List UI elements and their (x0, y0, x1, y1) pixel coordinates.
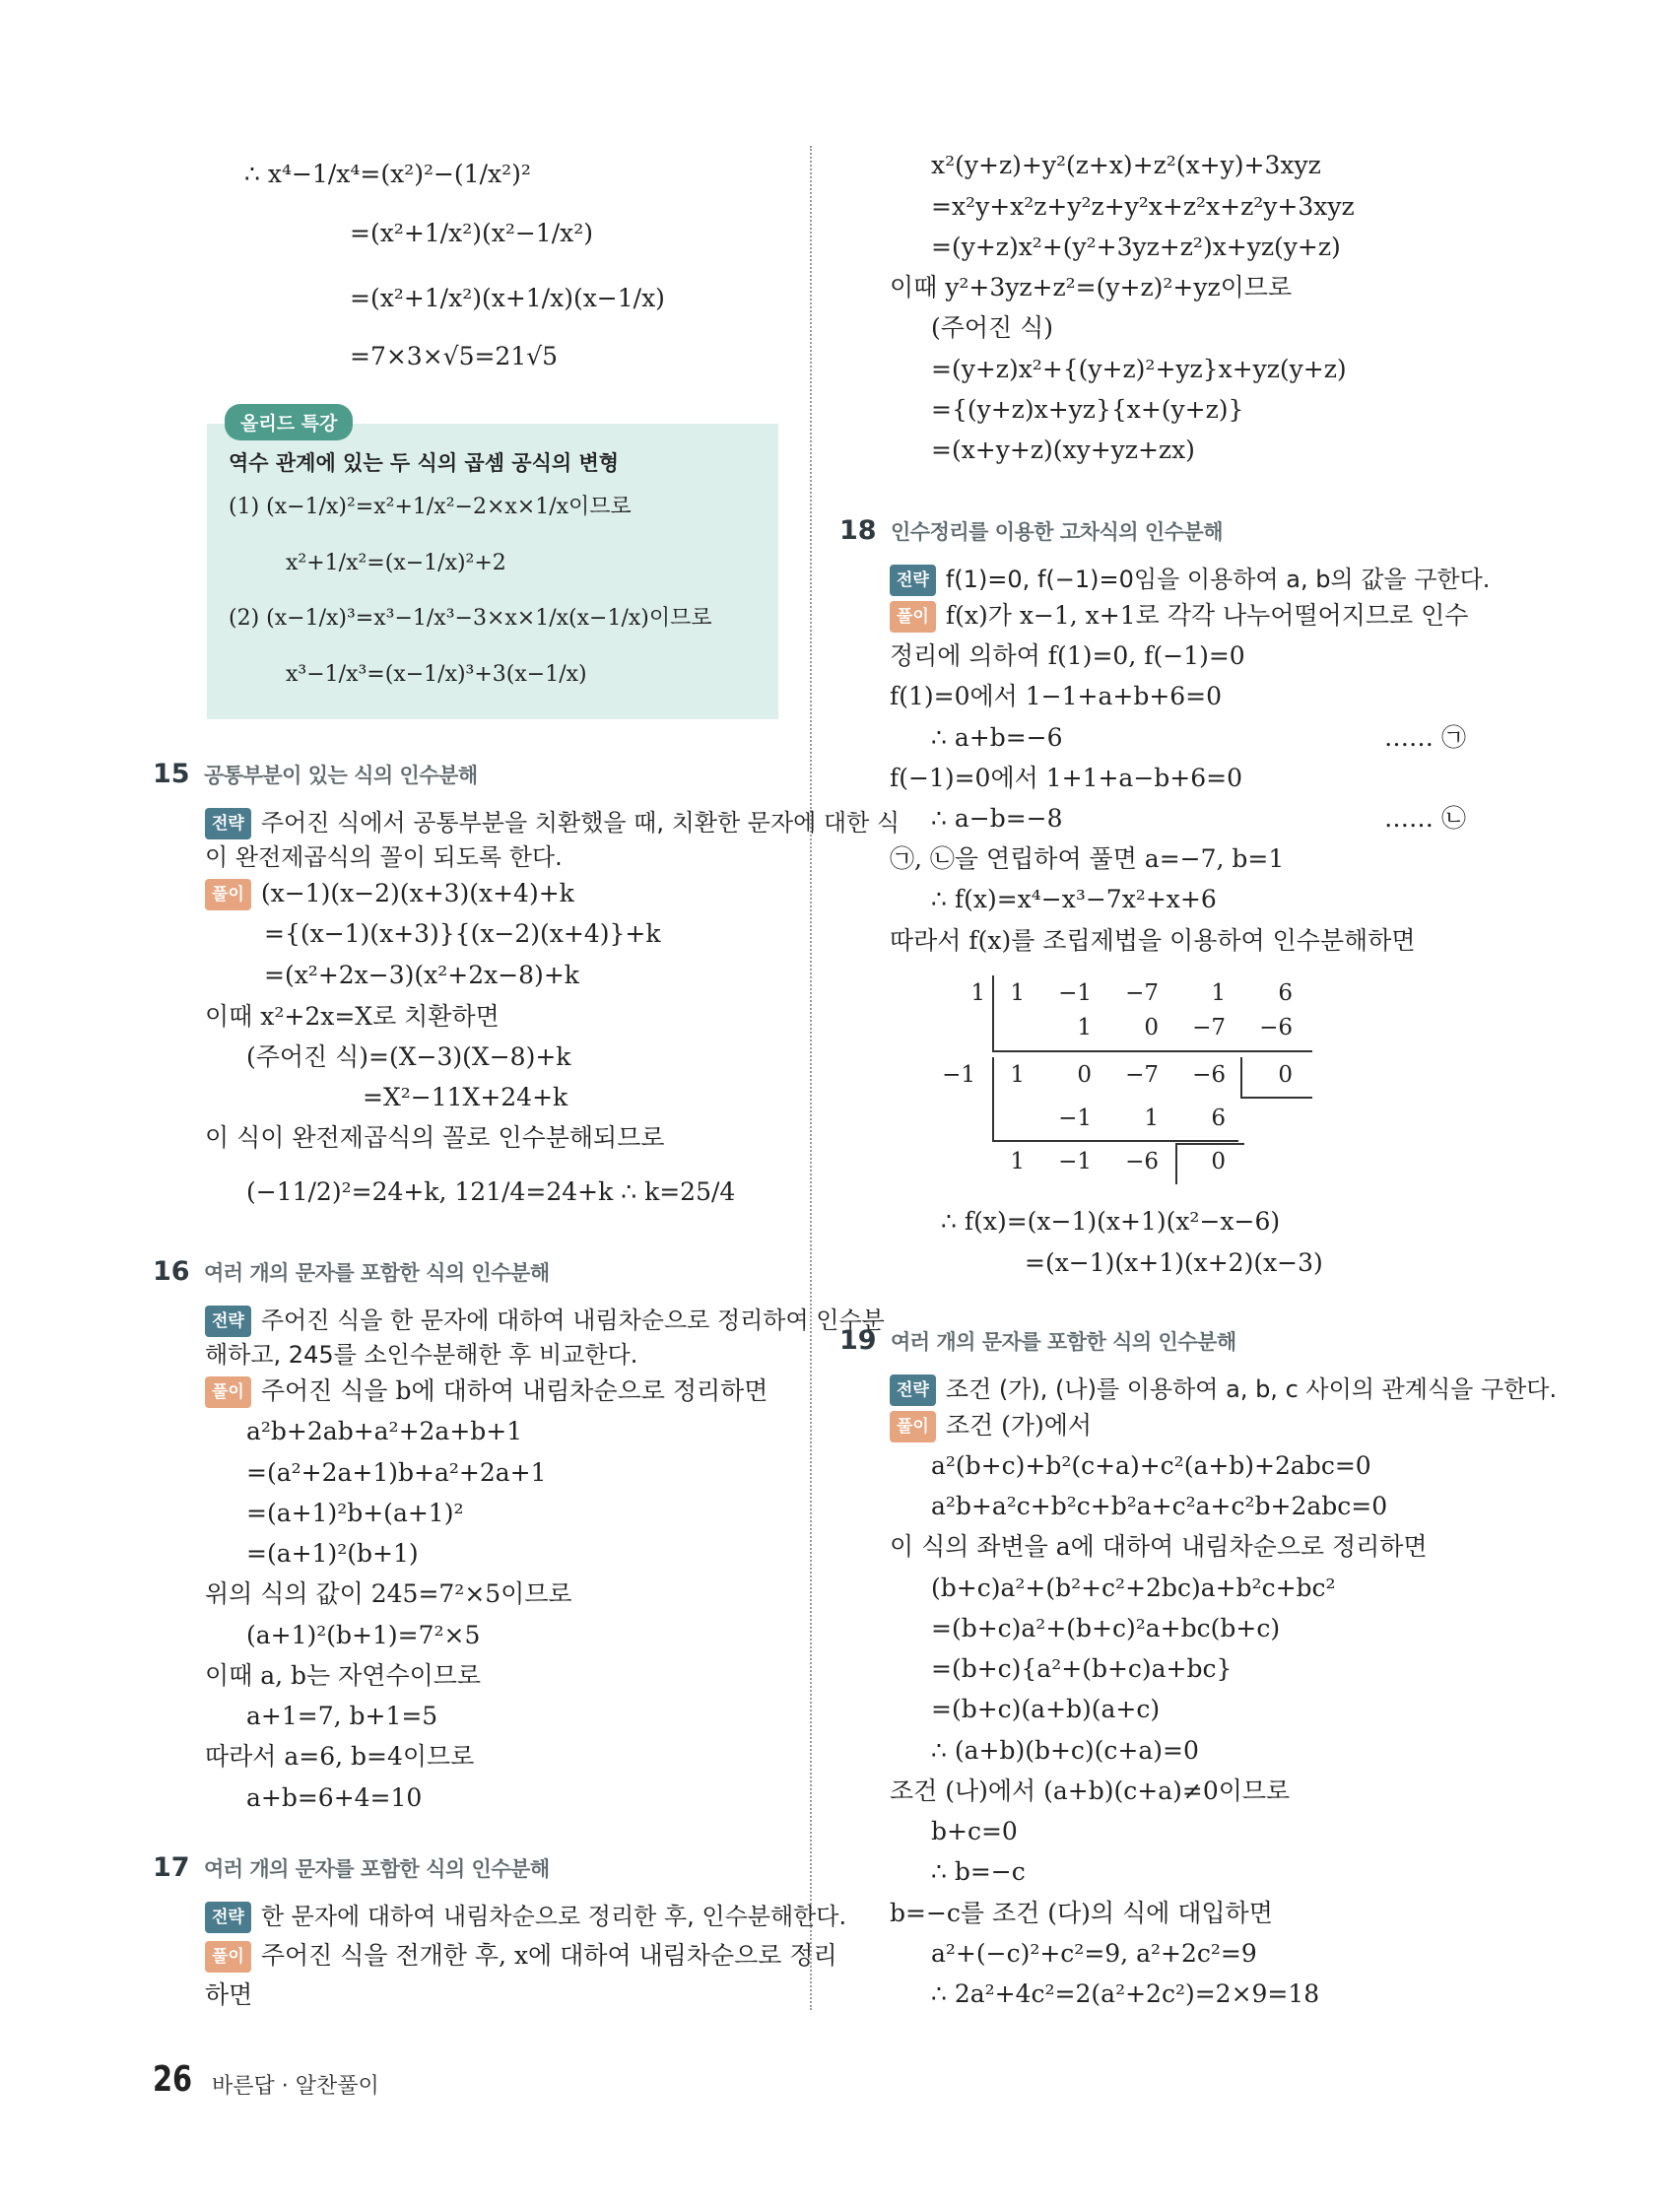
solution-line: ={(x−1)(x+3)}{(x−2)(x+4)}+k (264, 919, 661, 948)
syn-cell: −1 (1058, 1106, 1092, 1131)
solution-line: 풀이 주어진 식을 b에 대하여 내림차순으로 정리하면 (205, 1376, 767, 1408)
eq-line: =(x²+1/x²)(x+1/x)(x−1/x) (350, 284, 665, 312)
tip-line: (2) (x−1/x)³=x³−1/x³−3×x×1/x(x−1/x)이므로 (229, 606, 712, 631)
strategy-badge: 전략 (205, 1306, 251, 1337)
solution-line: =(b+c)(a+b)(a+c) (931, 1695, 1161, 1723)
syn-cell: −1 (1058, 980, 1092, 1006)
problem-number: 15 (153, 759, 190, 789)
syn-cell: −7 (1125, 980, 1159, 1006)
syn-cell: 0 (1144, 1015, 1159, 1040)
solution-line: =(x²+2x−3)(x²+2x−8)+k (264, 961, 579, 989)
problem-header-17 (153, 1852, 550, 1883)
solution-line: =(b+c){a²+(b+c)a+bc} (931, 1654, 1233, 1683)
eq-line: (주어진 식) (931, 313, 1054, 342)
solution-line: a²b+2ab+a²+2a+b+1 (246, 1417, 523, 1445)
syn-divider (1175, 1143, 1177, 1184)
solution-line: (b+c)a²+(b²+c²+2bc)a+b²c+bc² (931, 1574, 1336, 1602)
syn-cell: 1 (1144, 1106, 1159, 1131)
solution-line: =(a²+2a+1)b+a²+2a+1 (246, 1458, 547, 1487)
problem-number: 18 (839, 515, 877, 546)
equation-mark: …… ㉡ (1384, 804, 1466, 833)
equation-mark: …… ㉠ (1384, 723, 1466, 752)
solution-line: ∴ a+b=−6 (931, 723, 1063, 752)
syn-cell: −6 (1192, 1062, 1226, 1088)
strategy-line: 해하고, 245를 소인수분해한 후 비교한다. (205, 1341, 638, 1369)
syn-cell: −1 (1058, 1149, 1092, 1174)
solution-line: ∴ a−b=−8 (931, 804, 1063, 833)
syn-divider (992, 1057, 994, 1142)
strategy-line: 전략 주어진 식에서 공통부분을 치환했을 때, 치환한 문자에 대한 식 (205, 808, 900, 839)
solution-line: 풀이 주어진 식을 전개한 후, x에 대하여 내림차순으로 정리 (205, 1941, 837, 1973)
solution-line: 하면 (205, 1980, 253, 2009)
tip-line: x³−1/x³=(x−1/x)³+3(x−1/x) (286, 662, 587, 687)
problem-header-16 (153, 1256, 550, 1287)
syn-cell: 0 (1278, 1062, 1293, 1088)
syn-cell: −6 (1125, 1149, 1159, 1174)
solution-line: 이때 a, b는 자연수이므로 (205, 1661, 482, 1690)
solution-line: 정리에 의하여 f(1)=0, f(−1)=0 (890, 641, 1245, 670)
syn-cell: −7 (1192, 1015, 1226, 1040)
syn-cell: 0 (1077, 1062, 1092, 1088)
tip-heading: 역수 관계에 있는 두 식의 곱셈 공식의 변형 (229, 451, 620, 475)
solution-badge: 풀이 (205, 879, 251, 910)
syn-cell: −6 (1259, 1015, 1293, 1040)
solution-line: =(a+1)²(b+1) (246, 1539, 419, 1568)
solution-line: (주어진 식)=(X−3)(X−8)+k (246, 1042, 571, 1071)
solution-line: a²(b+c)+b²(c+a)+c²(a+b)+2abc=0 (931, 1451, 1371, 1480)
eq-line: =x²y+x²z+y²z+y²x+z²x+z²y+3xyz (931, 192, 1355, 221)
tip-line: x²+1/x²=(x−1/x)²+2 (286, 551, 506, 575)
syn-divider (1240, 1097, 1312, 1099)
strategy-line: 전략 한 문자에 대하여 내림차순으로 정리한 후, 인수분해한다. (205, 1902, 846, 1933)
tip-label: 올리드 특강 (225, 404, 353, 440)
footer-text: 바른답 · 알찬풀이 (212, 2074, 379, 2099)
syn-cell: 1 (1010, 980, 1025, 1006)
syn-divider (992, 1140, 1238, 1142)
strategy-line: 전략 f(1)=0, f(−1)=0임을 이용하여 a, b의 값을 구한다. (890, 565, 1490, 596)
strategy-line: 전략 주어진 식을 한 문자에 대하여 내림차순으로 정리하여 인수분 (205, 1306, 885, 1337)
strategy-badge: 전략 (205, 808, 251, 839)
solution-line: a+b=6+4=10 (246, 1783, 423, 1812)
column-divider (810, 146, 812, 2010)
solution-line: a²b+a²c+b²c+b²a+c²a+c²b+2abc=0 (931, 1492, 1388, 1520)
solution-line: ∴ f(x)=x⁴−x³−7x²+x+6 (931, 885, 1217, 913)
eq-line: x²(y+z)+y²(z+x)+z²(x+y)+3xyz (931, 151, 1321, 179)
solution-line: (a+1)²(b+1)=7²×5 (246, 1621, 481, 1649)
solution-line: 이때 x²+2x=X로 치환하면 (205, 1002, 500, 1031)
strategy-badge: 전략 (205, 1902, 251, 1933)
eq-line: =(y+z)x²+(y²+3yz+z²)x+yz(y+z) (931, 233, 1341, 261)
solution-line: =(b+c)a²+(b+c)²a+bc(b+c) (931, 1614, 1281, 1642)
problem-header-15 (153, 759, 478, 789)
solution-line: 이 식의 좌변을 a에 대하여 내림차순으로 정리하면 (890, 1532, 1428, 1561)
syn-cell: −1 (942, 1062, 975, 1088)
problem-title: 여러 개의 문자를 포함한 식의 인수분해 (204, 1261, 550, 1285)
solution-badge: 풀이 (205, 1941, 251, 1973)
strategy-line: 전략 조건 (가), (나)를 이용하여 a, b, c 사이의 관계식을 구한다. (890, 1374, 1557, 1406)
syn-divider (1175, 1143, 1244, 1145)
problem-number: 19 (839, 1325, 877, 1356)
solution-line: a²+(−c)²+c²=9, a²+2c²=9 (931, 1939, 1257, 1968)
syn-cell: 1 (970, 980, 985, 1006)
eq-line: 이때 y²+3yz+z²=(y+z)²+yz이므로 (890, 273, 1293, 302)
solution-line: ∴ 2a²+4c²=2(a²+2c²)=2×9=18 (931, 1979, 1320, 2008)
solution-line: =X²−11X+24+k (363, 1083, 568, 1111)
syn-cell: 6 (1211, 1106, 1226, 1131)
problem-number: 16 (153, 1256, 190, 1287)
problem-title: 여러 개의 문자를 포함한 식의 인수분해 (204, 1857, 550, 1881)
solution-line: 위의 식의 값이 245=7²×5이므로 (205, 1579, 572, 1608)
solution-line: =(a+1)²b+(a+1)² (246, 1499, 464, 1527)
solution-line: b+c=0 (931, 1817, 1018, 1845)
eq-line: =(x+y+z)(xy+yz+zx) (931, 436, 1195, 464)
solution-line: f(−1)=0에서 1+1+a−b+6=0 (890, 764, 1242, 792)
solution-line: 따라서 f(x)를 조립제법을 이용하여 인수분해하면 (890, 926, 1416, 955)
problem-number: 17 (153, 1852, 190, 1883)
syn-divider (1240, 1057, 1242, 1099)
syn-cell: −7 (1125, 1062, 1159, 1088)
problem-title: 공통부분이 있는 식의 인수분해 (204, 764, 478, 787)
solution-line: ∴ (a+b)(b+c)(c+a)=0 (931, 1736, 1199, 1765)
eq-line: =7×3×√5=21√5 (350, 342, 559, 370)
syn-cell: 0 (1211, 1149, 1226, 1174)
problem-header-18 (839, 515, 1223, 546)
solution-line: 조건 (나)에서 (a+b)(c+a)≠0이므로 (890, 1776, 1291, 1805)
strategy-line: 이 완전제곱식의 꼴이 되도록 한다. (205, 843, 563, 871)
strategy-badge: 전략 (890, 1374, 936, 1406)
page-number: 26 (153, 2059, 193, 2100)
solution-line: 따라서 a=6, b=4이므로 (205, 1742, 475, 1771)
solution-line: a+1=7, b+1=5 (246, 1702, 438, 1730)
solution-line: =(x−1)(x+1)(x+2)(x−3) (1025, 1248, 1323, 1277)
syn-divider (992, 1050, 1312, 1052)
strategy-badge: 전략 (890, 565, 936, 596)
solution-line: ㉠, ㉡을 연립하여 풀면 a=−7, b=1 (890, 844, 1285, 873)
syn-cell: 1 (1077, 1015, 1092, 1040)
syn-cell: 1 (1010, 1149, 1025, 1174)
solution-badge: 풀이 (890, 1411, 936, 1442)
solution-line: 풀이 조건 (가)에서 (890, 1411, 1092, 1442)
solution-line: b=−c를 조건 (다)의 식에 대입하면 (890, 1899, 1273, 1927)
problem-title: 인수정리를 이용한 고차식의 인수분해 (891, 520, 1224, 544)
syn-divider (992, 975, 994, 1052)
syn-cell: 6 (1278, 980, 1293, 1006)
syn-cell: 1 (1010, 1062, 1025, 1088)
solution-line: (−11/2)²=24+k, 121/4=24+k ∴ k=25/4 (246, 1177, 736, 1206)
solution-line: 풀이 f(x)가 x−1, x+1로 각각 나누어떨어지므로 인수 (890, 601, 1468, 633)
solution-badge: 풀이 (890, 601, 936, 633)
syn-cell: 1 (1211, 980, 1226, 1006)
solution-line: 이 식이 완전제곱식의 꼴로 인수분해되므로 (205, 1123, 665, 1152)
eq-line: =(y+z)x²+{(y+z)²+yz}x+yz(y+z) (931, 355, 1347, 383)
solution-line: f(1)=0에서 1−1+a+b+6=0 (890, 682, 1223, 710)
solution-badge: 풀이 (205, 1376, 251, 1408)
solution-line: ∴ f(x)=(x−1)(x+1)(x²−x−6) (941, 1207, 1281, 1236)
problem-title: 여러 개의 문자를 포함한 식의 인수분해 (891, 1330, 1236, 1354)
tip-line: (1) (x−1/x)²=x²+1/x²−2×x×1/x이므로 (229, 495, 632, 519)
eq-line: =(x²+1/x²)(x²−1/x²) (350, 219, 593, 247)
eq-line: ={(y+z)x+yz}{x+(y+z)} (931, 395, 1244, 424)
problem-header-19 (839, 1325, 1236, 1356)
solution-line: 풀이 (x−1)(x−2)(x+3)(x+4)+k (205, 879, 574, 910)
eq-line: ∴ x⁴−1/x⁴=(x²)²−(1/x²)² (244, 160, 531, 188)
solution-line: ∴ b=−c (931, 1857, 1026, 1886)
